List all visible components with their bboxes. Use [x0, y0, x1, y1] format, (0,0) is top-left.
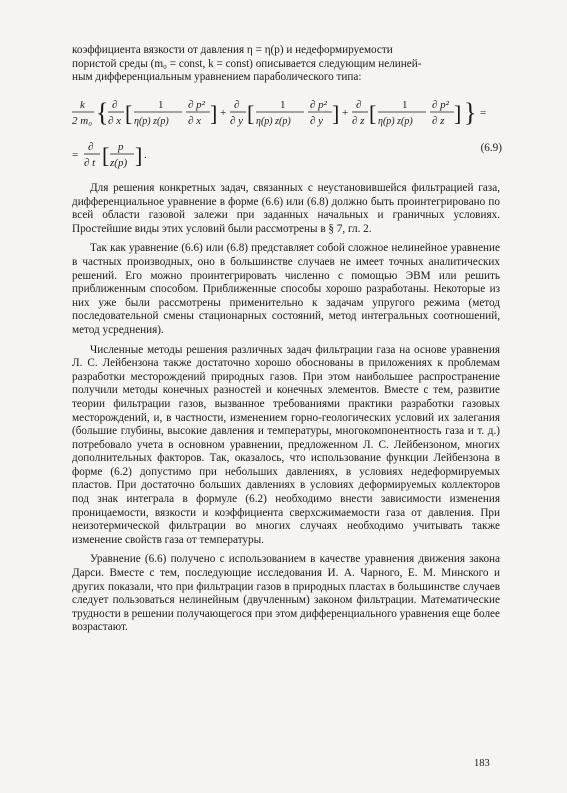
intro-line-1: коэффициента вязкости от давления η = η(p) и недеформируемости: [72, 44, 393, 56]
eq-z-frac-num: 1: [402, 99, 408, 111]
equation-graphic: [72, 88, 502, 172]
equation-6-9: [72, 88, 502, 172]
eq-equals-1: =: [480, 107, 487, 119]
eq-bracket-x-open: [: [125, 101, 133, 126]
eq-dz-den: ∂ z: [352, 115, 365, 127]
eq-z-p2-den: ∂ z: [432, 115, 445, 127]
eq-y-frac-num: 1: [280, 99, 286, 111]
eq-plus-1: +: [220, 107, 227, 119]
page-number: 183: [474, 758, 490, 769]
eq-bracket-x-close: ]: [210, 101, 218, 126]
eq-right-brace: }: [464, 98, 477, 127]
eq-dx-den: ∂ x: [108, 115, 122, 127]
eq-bracket-t-open: [: [102, 143, 110, 168]
eq-equals-2: =: [72, 149, 79, 161]
eq-dt-num: ∂: [88, 141, 94, 153]
paragraph-4: Уравнение (6.6) получено с использованием в качестве уравнения движения закона Дарси. Вместе с тем, последующие исследования И. А. Чарного, Е. М. Минского и других показали, что при фильтрации газов в природных пластах в большинстве случаев следует пользоваться нелинейным (двучленным) законом фильтрации. Математические трудности в решении получающегося при этом дифференциального уравнения еще более возрастают.: [72, 553, 500, 634]
equation-number: (6.9): [480, 142, 502, 154]
eq-bracket-t-close: ]: [135, 143, 143, 168]
eq-bracket-z-open: [: [369, 101, 377, 126]
paragraph-3: Численные методы решения различных задач фильтрации газа на основе уравнения Л. С. Лейбензона также достаточно хорошо обоснованы в приложениях к проблемам разработки месторождений природных газов. При этом наибольшее распространение получили методы конечных разностей и конечных элементов. Вместе с тем, развитие теории фильтрации газов, вызванное требованиями практики разработки газовых месторождений, и, в частности, изменением горно-геологических условий их залегания (большие глубины, высокие давления и температуры, многокомпонентность газа и т. д.) потребовало учета в основном уравнении, предложенном Л. С. Лейбензоном, многих дополнительных факторов. Так, оказалось, что использование функции Лейбензона в форме (6.2) допустимо при небольших давлениях, в условиях недеформируемых пластов. При достаточно больших давлениях в условиях деформируемых коллекторов под знак интеграла в формуле (6.2) необходимо внести зависимости изменения проницаемости, вязкости и коэффициента сверхсжимаемости газа от давления. При неизотермической фильтрации во многих случаях необходимо учитывать также изменение свойств газа от температуры.: [72, 343, 500, 546]
eq-left-brace: {: [96, 98, 109, 127]
eq-x-frac-num: 1: [158, 99, 164, 111]
body-text: [72, 182, 500, 635]
eq-rhs-num: p: [118, 141, 124, 153]
eq-x-p2-den: ∂ x: [188, 115, 202, 127]
eq-y-p2-num: ∂ p²: [310, 99, 327, 111]
eq-dz-num: ∂: [356, 99, 362, 111]
intro-text: [72, 44, 500, 85]
eq-y-p2-den: ∂ y: [310, 115, 324, 127]
eq-bracket-y-open: [: [247, 101, 255, 126]
eq-bracket-y-close: ]: [332, 101, 340, 126]
eq-dy-den: ∂ y: [230, 115, 244, 127]
eq-dy-num: ∂: [234, 99, 240, 111]
eq-x-p2-num: ∂ p²: [188, 99, 205, 111]
eq-bracket-z-close: ]: [454, 101, 462, 126]
eq-period: .: [144, 149, 147, 161]
eq-lhs-num: k: [80, 99, 85, 111]
intro-line-2: пористой среды (m₀ = const, k = const) описывается следующим нелиней-: [72, 57, 422, 70]
eq-z-frac-den: η(p) z(p): [378, 116, 413, 127]
intro-line-3: ным дифференциальным уравнением параболического типа:: [72, 71, 362, 84]
eq-rhs-den: z(p): [110, 157, 128, 169]
eq-z-p2-num: ∂ p²: [432, 99, 449, 111]
eq-dx-num: ∂: [112, 99, 118, 111]
paragraph-2: Так как уравнение (6.6) или (6.8) представляет собой сложное нелинейное уравнение в частных производных, оно в большинстве случаев не имеет точных аналитических решений. Его можно проинтегрировать численно с помощью ЭВМ или решить приближенным способом. Приближенные способы хорошо разработаны. Некоторые из них уже были рассмотрены применительно к задачам упругого режима (метод последовательной смены стационарных состояний, метод интегральных соотношений, метод усреднения).: [72, 242, 500, 336]
paragraph-1: Для решения конкретных задач, связанных с неустановившейся фильтрацией газа, дифференциальное уравнение в форме (6.6) или (6.8) должно быть проинтегрировано по всей области газовой залежи при заданных начальных и граничных условиях. Простейшие виды этих условий были рассмотрены в § 7, гл. 2.: [72, 182, 500, 235]
eq-plus-2: +: [342, 107, 349, 119]
eq-lhs-den: 2 m₀: [72, 115, 93, 127]
eq-y-frac-den: η(p) z(p): [256, 116, 291, 127]
eq-dt-den: ∂ t: [84, 157, 96, 169]
eq-x-frac-den: η(p) z(p): [134, 116, 169, 127]
